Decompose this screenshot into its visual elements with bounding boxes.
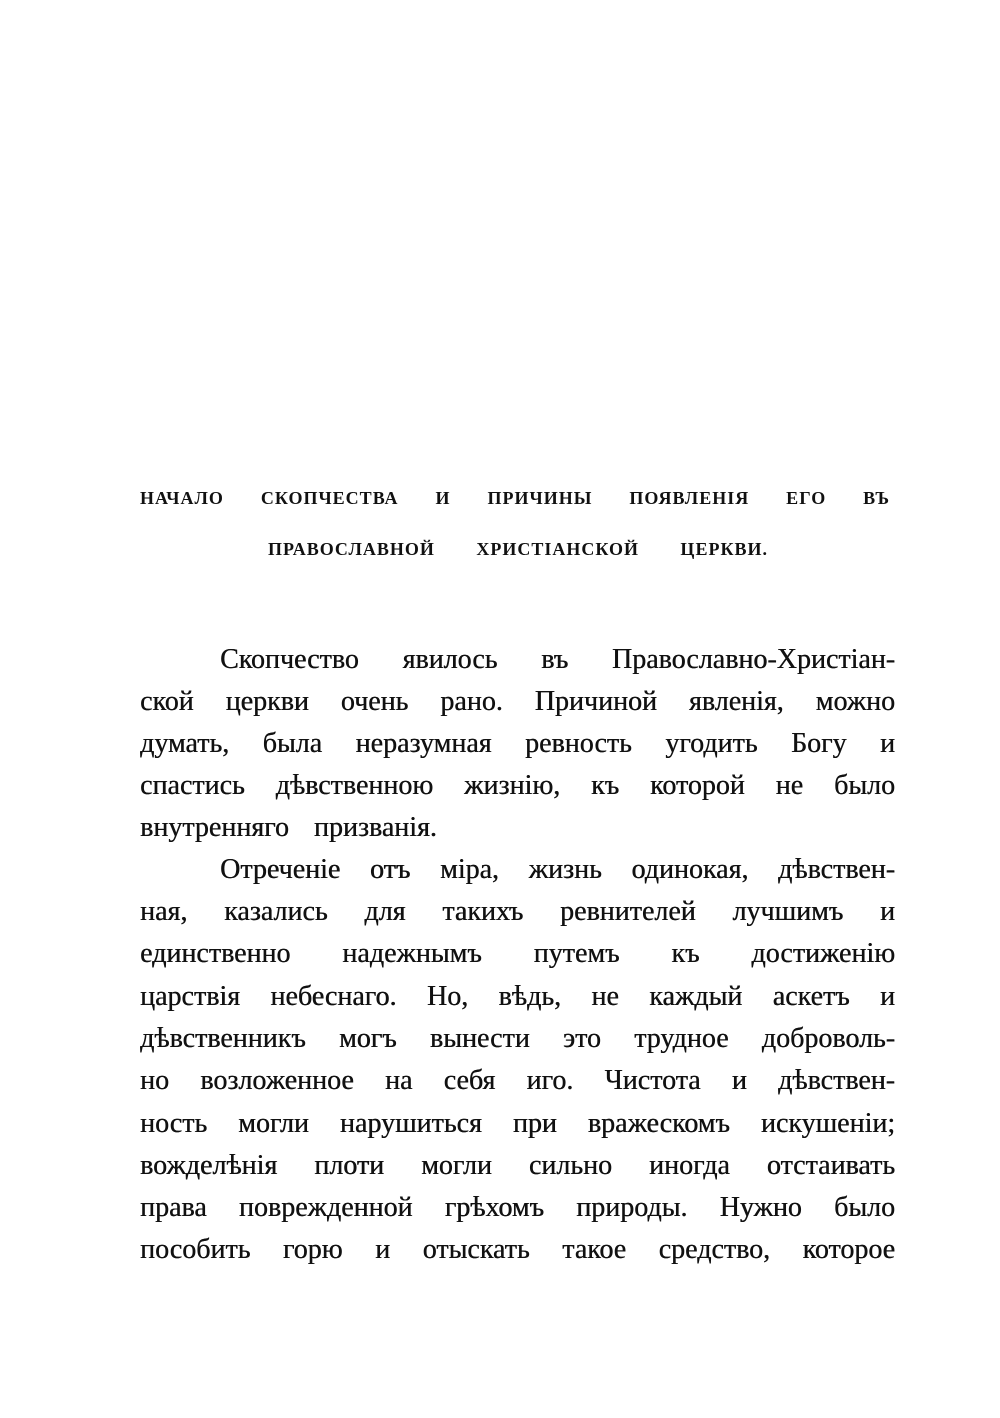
- text-line: ской церкви очень рано. Причиной явленія, можно: [140, 686, 895, 717]
- text-line: пособить горю и отыскать такое средство, которое: [140, 1234, 895, 1265]
- text-line: Отреченіе отъ міра, жизнь одинокая, дѣвствен-: [220, 854, 895, 885]
- text-line: царствія небеснаго. Но, вѣдь, не каждый аскетъ и: [140, 981, 895, 1012]
- text-line: ная, казались для такихъ ревнителей лучшимъ и: [140, 896, 895, 927]
- text-line: думать, была неразумная ревность угодить Богу и: [140, 728, 895, 759]
- text-line: вожделѣнія плоти могли сильно иногда отстаивать: [140, 1150, 895, 1181]
- text-line: внутренняго призванія.: [140, 812, 437, 843]
- text-line: дѣвственникъ могъ вынести это трудное доброволь-: [140, 1023, 895, 1054]
- text-line: но возложенное на себя иго. Чистота и дѣвствен-: [140, 1065, 895, 1096]
- text-line: ность могли нарушиться при вражескомъ искушеніи;: [140, 1108, 895, 1139]
- heading-line-1: НАЧАЛО СКОПЧЕСТВА И ПРИЧИНЫ ПОЯВЛЕНІЯ ЕГО ВЪ: [140, 488, 890, 508]
- text-line: единственно надежнымъ путемъ къ достиженію: [140, 938, 895, 969]
- text-line: Скопчество явилось въ Православно-Христіан-: [220, 644, 895, 675]
- heading-line-2: ПРАВОСЛАВНОЙ ХРИСТІАНСКОЙ ЦЕРКВИ.: [268, 539, 768, 559]
- text-line: права поврежденной грѣхомъ природы. Нужно было: [140, 1192, 895, 1223]
- text-line: спастись дѣвственною жизнію, къ которой не было: [140, 770, 895, 801]
